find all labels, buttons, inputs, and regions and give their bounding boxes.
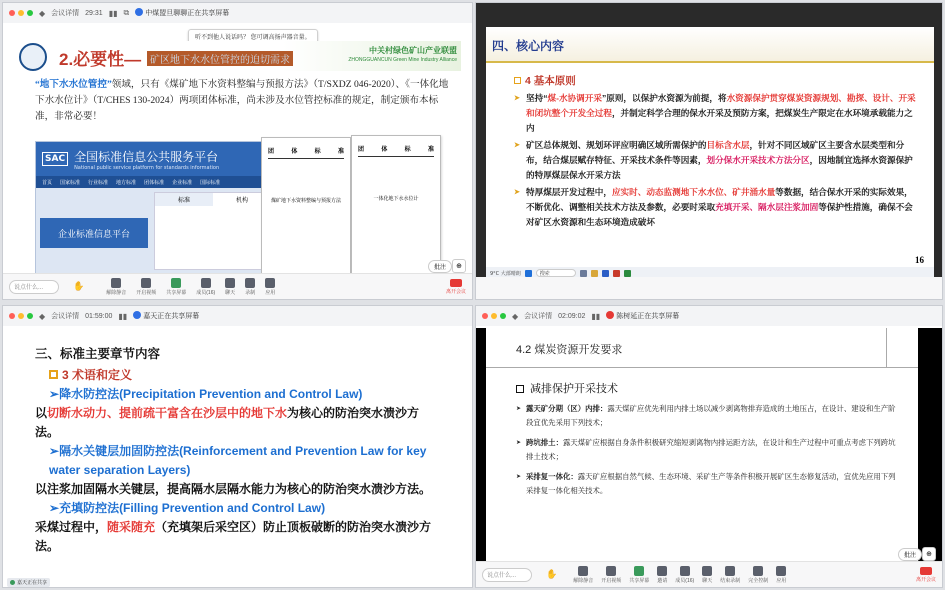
members-icon bbox=[201, 278, 211, 288]
list-item: ➤ 坚持“煤-水协调开采”原则，以保护水资源为前提，将水资源保护贯穿煤炭资源规划、勘探、设计、开采和闭坑整个开发全过程，并制定科学合理的保水开采及预防方案，把煤炭生产限定在水环境承载能力之内 bbox=[514, 91, 918, 136]
slide-margin bbox=[476, 328, 486, 564]
chat-icon bbox=[225, 278, 235, 288]
window-titlebar bbox=[476, 306, 942, 326]
share-indicator-icon bbox=[133, 311, 141, 319]
stop-record-button[interactable]: 结束录制 bbox=[720, 566, 740, 584]
sac-nav-item: 企业标准 bbox=[172, 179, 193, 186]
meeting-timer: 29:31 bbox=[85, 9, 103, 17]
speaker-volume-tip: 听不到他人说话吗？ 您可调高扬声器音量。 bbox=[188, 29, 318, 44]
square-bullet-icon bbox=[514, 77, 521, 84]
powerpoint-icon[interactable] bbox=[613, 270, 620, 277]
shared-slide bbox=[3, 326, 473, 588]
invite-button[interactable]: 邀请 bbox=[657, 566, 667, 584]
sac-title: 全国标准信息公共服务平台 bbox=[74, 149, 219, 164]
video-button[interactable]: 开启视频 bbox=[601, 566, 621, 584]
members-icon bbox=[680, 566, 690, 576]
sac-website-screenshot bbox=[35, 141, 275, 275]
shared-slide bbox=[486, 328, 918, 564]
standard-document-1: 团 体 标 准 煤矿地下水资料整编与预报方法 bbox=[261, 137, 351, 277]
section-heading: 减排保护开采技术 bbox=[516, 380, 618, 396]
apps-button[interactable]: 应用 bbox=[265, 278, 275, 296]
window-titlebar bbox=[3, 3, 472, 23]
page-number: 16 bbox=[915, 255, 924, 265]
term-definition: 以注浆加固隔水关键层，提高隔水层隔水能力为核心的防治突水溃沙方法。 bbox=[35, 482, 432, 496]
meeting-window-1 bbox=[2, 2, 473, 300]
highlight-term: “地下水水位管控” bbox=[35, 79, 112, 90]
institution-logo-icon bbox=[19, 43, 47, 71]
video-button[interactable]: 开启视频 bbox=[136, 278, 156, 296]
document-title: 一体化地下水水位计 bbox=[373, 196, 419, 202]
meeting-toolbar bbox=[476, 277, 942, 299]
share-window-icon[interactable]: ⧉ bbox=[123, 8, 130, 17]
chat-icon bbox=[702, 566, 712, 576]
share-status: 嘉天正在共享屏幕 bbox=[133, 311, 199, 321]
weather-widget: 9°C 大部晴朗 bbox=[490, 270, 521, 277]
word-icon[interactable] bbox=[602, 270, 609, 277]
meeting-details-link[interactable]: 会议详情 bbox=[51, 313, 80, 320]
raise-hand-icon[interactable]: ✋ bbox=[546, 569, 558, 579]
unmute-button[interactable]: 解除静音 bbox=[573, 566, 593, 584]
sac-nav-item: 国际标准 bbox=[200, 179, 221, 186]
slide-title: 四、核心内容 bbox=[492, 39, 565, 53]
list-item: ➤ 跨坑排土：露天煤矿应根据自身条件积极研究缩短剥离物内排运距方法，在设计和生产过程中可重点考虑下列跨坑排土技术； bbox=[516, 436, 896, 464]
sac-nav bbox=[36, 176, 274, 188]
apps-icon bbox=[776, 566, 786, 576]
zoom-icon[interactable]: ⊕ bbox=[922, 547, 936, 561]
meeting-logo-icon: ◆ bbox=[39, 311, 46, 321]
members-button[interactable]: 成员(16) bbox=[675, 566, 694, 584]
meeting-toolbar bbox=[476, 561, 942, 587]
sac-nav-item: 国家标准 bbox=[60, 179, 81, 186]
unmute-button[interactable]: 解除静音 bbox=[106, 278, 126, 296]
record-icon bbox=[725, 566, 735, 576]
apps-icon bbox=[265, 278, 275, 288]
term-definition: 以切断水动力、提前疏干富含在沙层中的地下水为核心的防治突水溃沙方法。 bbox=[35, 406, 420, 439]
control-icon bbox=[753, 566, 763, 576]
sac-nav-item: 行业标准 bbox=[88, 179, 109, 186]
meeting-logo-icon: ◆ bbox=[512, 311, 519, 321]
leave-icon bbox=[920, 567, 932, 575]
meeting-logo-icon: ◆ bbox=[39, 8, 46, 18]
signal-icon: ▮▮ bbox=[118, 311, 128, 321]
taskbar-app-icon[interactable] bbox=[580, 270, 587, 277]
sac-subtitle: National public service platform for standards information bbox=[74, 164, 220, 171]
share-status: 中煤盟旦聊聊正在共享屏幕 bbox=[135, 8, 229, 18]
mic-icon bbox=[111, 278, 121, 288]
apps-button[interactable]: 应用 bbox=[776, 566, 786, 584]
meeting-window-3 bbox=[2, 305, 473, 588]
share-indicator-icon bbox=[10, 580, 15, 585]
leave-meeting-button[interactable]: 离开会议 bbox=[446, 279, 466, 295]
alliance-name: 中关村绿色矿山产业联盟 bbox=[369, 46, 457, 55]
tab-standard: 标准 bbox=[155, 193, 213, 206]
chat-input[interactable]: 说点什么... bbox=[9, 280, 59, 294]
slide-title: 三、标准主要章节内容 bbox=[35, 347, 161, 361]
meeting-toolbar bbox=[3, 273, 472, 299]
meeting-details-link[interactable]: 会议详情 bbox=[51, 10, 80, 17]
term-heading: ➢隔水关键层加固防控法(Reinforcement and Prevention Law for key water separation Layers) bbox=[49, 444, 427, 477]
excel-icon[interactable] bbox=[624, 270, 631, 277]
slide-body bbox=[35, 366, 443, 556]
paragraph-text: 领域，只有《煤矿地下水资料整编与预报方法》（T/SXDZ 046-2020）、《一体化地下水水位计》（T/CHES 130-2024）两项团体标准，尚未涉及水位管控标准的规定，制定颁布本标准，非常必要！ bbox=[35, 79, 449, 122]
window-titlebar bbox=[3, 306, 472, 326]
alliance-name-en: ZHONGGUANCUN Green Mine Industry Alliance bbox=[348, 57, 457, 63]
leave-meeting-button[interactable]: 离开会议 bbox=[916, 567, 936, 583]
search-panel bbox=[154, 192, 272, 270]
camera-icon bbox=[606, 566, 616, 576]
section-heading: 3 术语和定义 bbox=[49, 366, 443, 385]
technique-list bbox=[516, 402, 896, 504]
sharing-indicator: 嘉天正在共享 bbox=[7, 578, 50, 587]
windows-start-icon[interactable] bbox=[525, 270, 532, 277]
signal-icon: ▮▮ bbox=[591, 311, 601, 321]
signal-icon: ▮▮ bbox=[108, 8, 118, 18]
enterprise-platform-banner: 企业标准信息平台 bbox=[40, 218, 148, 248]
meeting-details-link[interactable]: 会议详情 bbox=[524, 313, 553, 320]
slide-subheading: 矿区地下水水位管控的迫切需求 bbox=[147, 51, 293, 66]
list-item: ➤ 采排复一体化：露天矿应根据自然气候、生态环境、采矿生产等条件积极开展矿区生态修复活动，宜优先应用下列采排复一体化相关技术。 bbox=[516, 470, 896, 498]
document-title: 煤矿地下水资料整编与预报方法 bbox=[270, 198, 341, 204]
principle-list bbox=[514, 91, 918, 232]
sac-nav-item: 团体标准 bbox=[144, 179, 165, 186]
shared-slide bbox=[15, 41, 461, 277]
term-heading: ➢降水防控法(Precipitation Prevention and Control Law) bbox=[49, 387, 363, 401]
header-divider bbox=[886, 328, 887, 368]
slide-title: 4.2 煤炭资源开发要求 bbox=[516, 344, 623, 356]
meeting-timer: 02:09:02 bbox=[558, 312, 586, 320]
chat-button[interactable]: 聊天 bbox=[702, 566, 712, 584]
full-control-button[interactable]: 完全控制 bbox=[748, 566, 768, 584]
meeting-timer: 01:59:00 bbox=[85, 312, 113, 320]
share-screen-button[interactable]: 共享屏幕 bbox=[166, 278, 186, 296]
sac-nav-item: 首页 bbox=[42, 179, 53, 186]
taskbar-search[interactable]: 搜索 bbox=[536, 269, 576, 277]
record-button[interactable]: 录制 bbox=[245, 278, 255, 296]
sac-nav-item: 地方标准 bbox=[116, 179, 137, 186]
invite-icon bbox=[657, 566, 667, 576]
meeting-window-2 bbox=[475, 2, 943, 300]
share-screen-button[interactable]: 共享屏幕 bbox=[629, 566, 649, 584]
list-item: ➤ 特厚煤层开发过程中，应实时、动态监测地下水水位、矿井涌水量等数据，结合保水开采的实际效果，不断优化、调整相关技术方法及参数，必要时采取充填开采、隔水层注浆加固等保护性措施，确保不会对矿区水资源和生态环境造成破坏 bbox=[514, 185, 918, 230]
members-button[interactable]: 成员(16) bbox=[196, 278, 215, 296]
record-icon bbox=[245, 278, 255, 288]
term-definition: 采煤过程中，随采随充（充填架后采空区）防止顶板破断的防治突水溃沙方法。 bbox=[35, 520, 432, 553]
shared-slide bbox=[486, 27, 934, 267]
chat-input[interactable]: 说点什么... bbox=[482, 568, 532, 582]
list-item: ➤ 露天矿分期（区）内排：露天煤矿应优先利用内排土场以减少剥离物排弃造成的土地压占，在设计、建设和生产阶段宜优先采用下列技术； bbox=[516, 402, 896, 430]
share-indicator-icon bbox=[606, 311, 614, 319]
section-heading: 4 基本原则 bbox=[514, 73, 576, 88]
chat-button[interactable]: 聊天 bbox=[225, 278, 235, 296]
slide-margin bbox=[918, 328, 943, 564]
leave-icon bbox=[450, 279, 462, 287]
square-bullet-icon bbox=[516, 385, 524, 393]
sac-logo: SAC bbox=[42, 152, 68, 166]
list-item: ➤ 矿区总体规划、规划环评应明确区域所需保护的目标含水层，针对不同区域矿区主要含水层类型和分布，结合煤层赋存特征、开采技术条件等因素，划分保水开采技术方法分区，因地制宜选择水资源保护的特厚煤层保水开采方法 bbox=[514, 138, 918, 183]
share-icon bbox=[634, 566, 644, 576]
raise-hand-icon[interactable]: ✋ bbox=[73, 281, 85, 291]
share-indicator-icon bbox=[135, 8, 143, 16]
folder-icon[interactable] bbox=[591, 270, 598, 277]
standard-document-2: 团 体 标 准 一体化地下水水位计 bbox=[351, 135, 441, 277]
camera-icon bbox=[141, 278, 151, 288]
share-status: 陈树延正在共享屏幕 bbox=[606, 311, 679, 321]
term-heading: ➢充填防控法(Filling Prevention and Control Law) bbox=[49, 501, 326, 515]
tab-org: 机构 bbox=[235, 197, 248, 204]
annotate-button[interactable]: 批注 bbox=[428, 260, 452, 273]
slide-heading: 2.必要性— bbox=[59, 50, 142, 69]
annotate-button[interactable]: 批注 bbox=[898, 548, 922, 561]
share-icon bbox=[171, 278, 181, 288]
square-bullet-icon bbox=[49, 370, 58, 379]
slide-paragraph bbox=[35, 77, 449, 125]
zoom-icon[interactable]: ⊕ bbox=[452, 259, 466, 273]
mic-icon bbox=[578, 566, 588, 576]
meeting-window-4 bbox=[475, 305, 943, 588]
